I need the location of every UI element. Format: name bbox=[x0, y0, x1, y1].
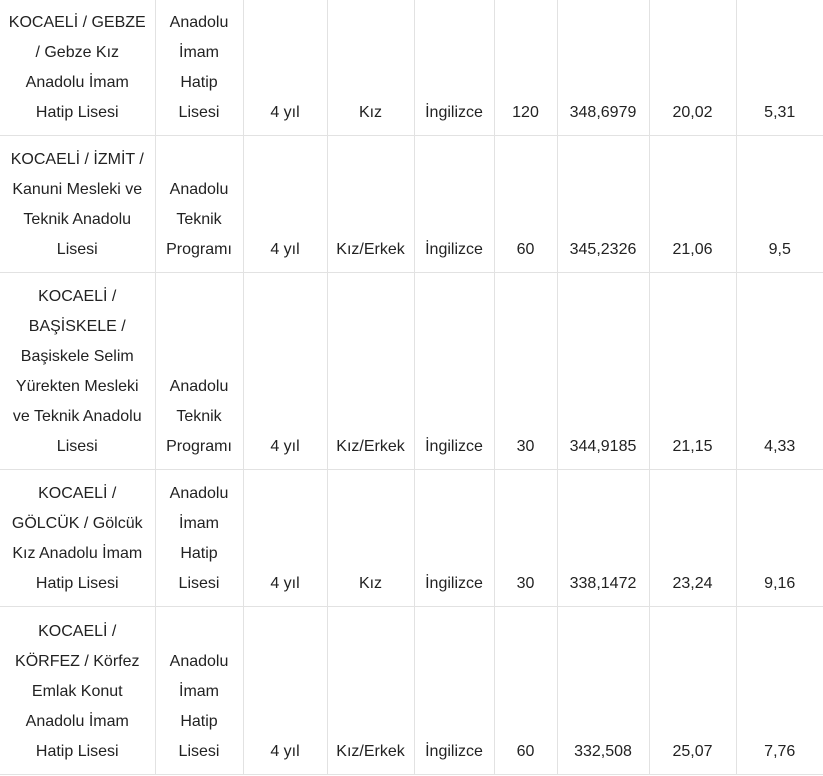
percentile2-cell: 9,5 bbox=[736, 136, 823, 273]
percentile2-cell: 4,33 bbox=[736, 273, 823, 470]
quota-cell: 30 bbox=[494, 470, 557, 607]
duration-cell: 4 yıl bbox=[243, 136, 327, 273]
percentile-cell: 21,15 bbox=[649, 273, 736, 470]
language-cell: İngilizce bbox=[414, 607, 494, 775]
school-name-cell: KOCAELİ / KÖRFEZ / Körfez Emlak Konut Anadolu İmam Hatip Lisesi bbox=[0, 607, 155, 775]
quota-cell: 60 bbox=[494, 136, 557, 273]
score-cell: 332,508 bbox=[557, 607, 649, 775]
percentile-cell: 23,24 bbox=[649, 470, 736, 607]
quota-cell: 60 bbox=[494, 607, 557, 775]
table-row bbox=[0, 136, 823, 273]
language-cell: İngilizce bbox=[414, 273, 494, 470]
gender-cell: Kız/Erkek bbox=[327, 136, 414, 273]
school-name-cell: KOCAELİ / GEBZE / Gebze Kız Anadolu İmam Hatip Lisesi bbox=[0, 0, 155, 136]
score-cell: 338,1472 bbox=[557, 470, 649, 607]
table-row bbox=[0, 607, 823, 775]
percentile-cell: 20,02 bbox=[649, 0, 736, 136]
percentile-cell: 25,07 bbox=[649, 607, 736, 775]
school-name-cell: KOCAELİ / İZMİT / Kanuni Mesleki ve Teknik Anadolu Lisesi bbox=[0, 136, 155, 273]
gender-cell: Kız/Erkek bbox=[327, 273, 414, 470]
quota-cell: 30 bbox=[494, 273, 557, 470]
duration-cell: 4 yıl bbox=[243, 470, 327, 607]
score-cell: 345,2326 bbox=[557, 136, 649, 273]
language-cell: İngilizce bbox=[414, 136, 494, 273]
school-type-cell: Anadolu İmam Hatip Lisesi bbox=[155, 0, 243, 136]
gender-cell: Kız bbox=[327, 470, 414, 607]
gender-cell: Kız bbox=[327, 0, 414, 136]
school-name-cell: KOCAELİ / BAŞİSKELE / Başiskele Selim Yürekten Mesleki ve Teknik Anadolu Lisesi bbox=[0, 273, 155, 470]
duration-cell: 4 yıl bbox=[243, 273, 327, 470]
percentile2-cell: 5,31 bbox=[736, 0, 823, 136]
percentile-cell: 21,06 bbox=[649, 136, 736, 273]
percentile2-cell: 7,76 bbox=[736, 607, 823, 775]
table-row bbox=[0, 0, 823, 136]
score-cell: 344,9185 bbox=[557, 273, 649, 470]
school-type-cell: Anadolu Teknik Programı bbox=[155, 136, 243, 273]
language-cell: İngilizce bbox=[414, 0, 494, 136]
school-type-cell: Anadolu İmam Hatip Lisesi bbox=[155, 470, 243, 607]
school-type-cell: Anadolu Teknik Programı bbox=[155, 273, 243, 470]
gender-cell: Kız/Erkek bbox=[327, 607, 414, 775]
duration-cell: 4 yıl bbox=[243, 607, 327, 775]
school-type-cell: Anadolu İmam Hatip Lisesi bbox=[155, 607, 243, 775]
table-row bbox=[0, 470, 823, 607]
language-cell: İngilizce bbox=[414, 470, 494, 607]
duration-cell: 4 yıl bbox=[243, 0, 327, 136]
score-cell: 348,6979 bbox=[557, 0, 649, 136]
percentile2-cell: 9,16 bbox=[736, 470, 823, 607]
school-name-cell: KOCAELİ / GÖLCÜK / Gölcük Kız Anadolu İmam Hatip Lisesi bbox=[0, 470, 155, 607]
quota-cell: 120 bbox=[494, 0, 557, 136]
table-row bbox=[0, 273, 823, 470]
